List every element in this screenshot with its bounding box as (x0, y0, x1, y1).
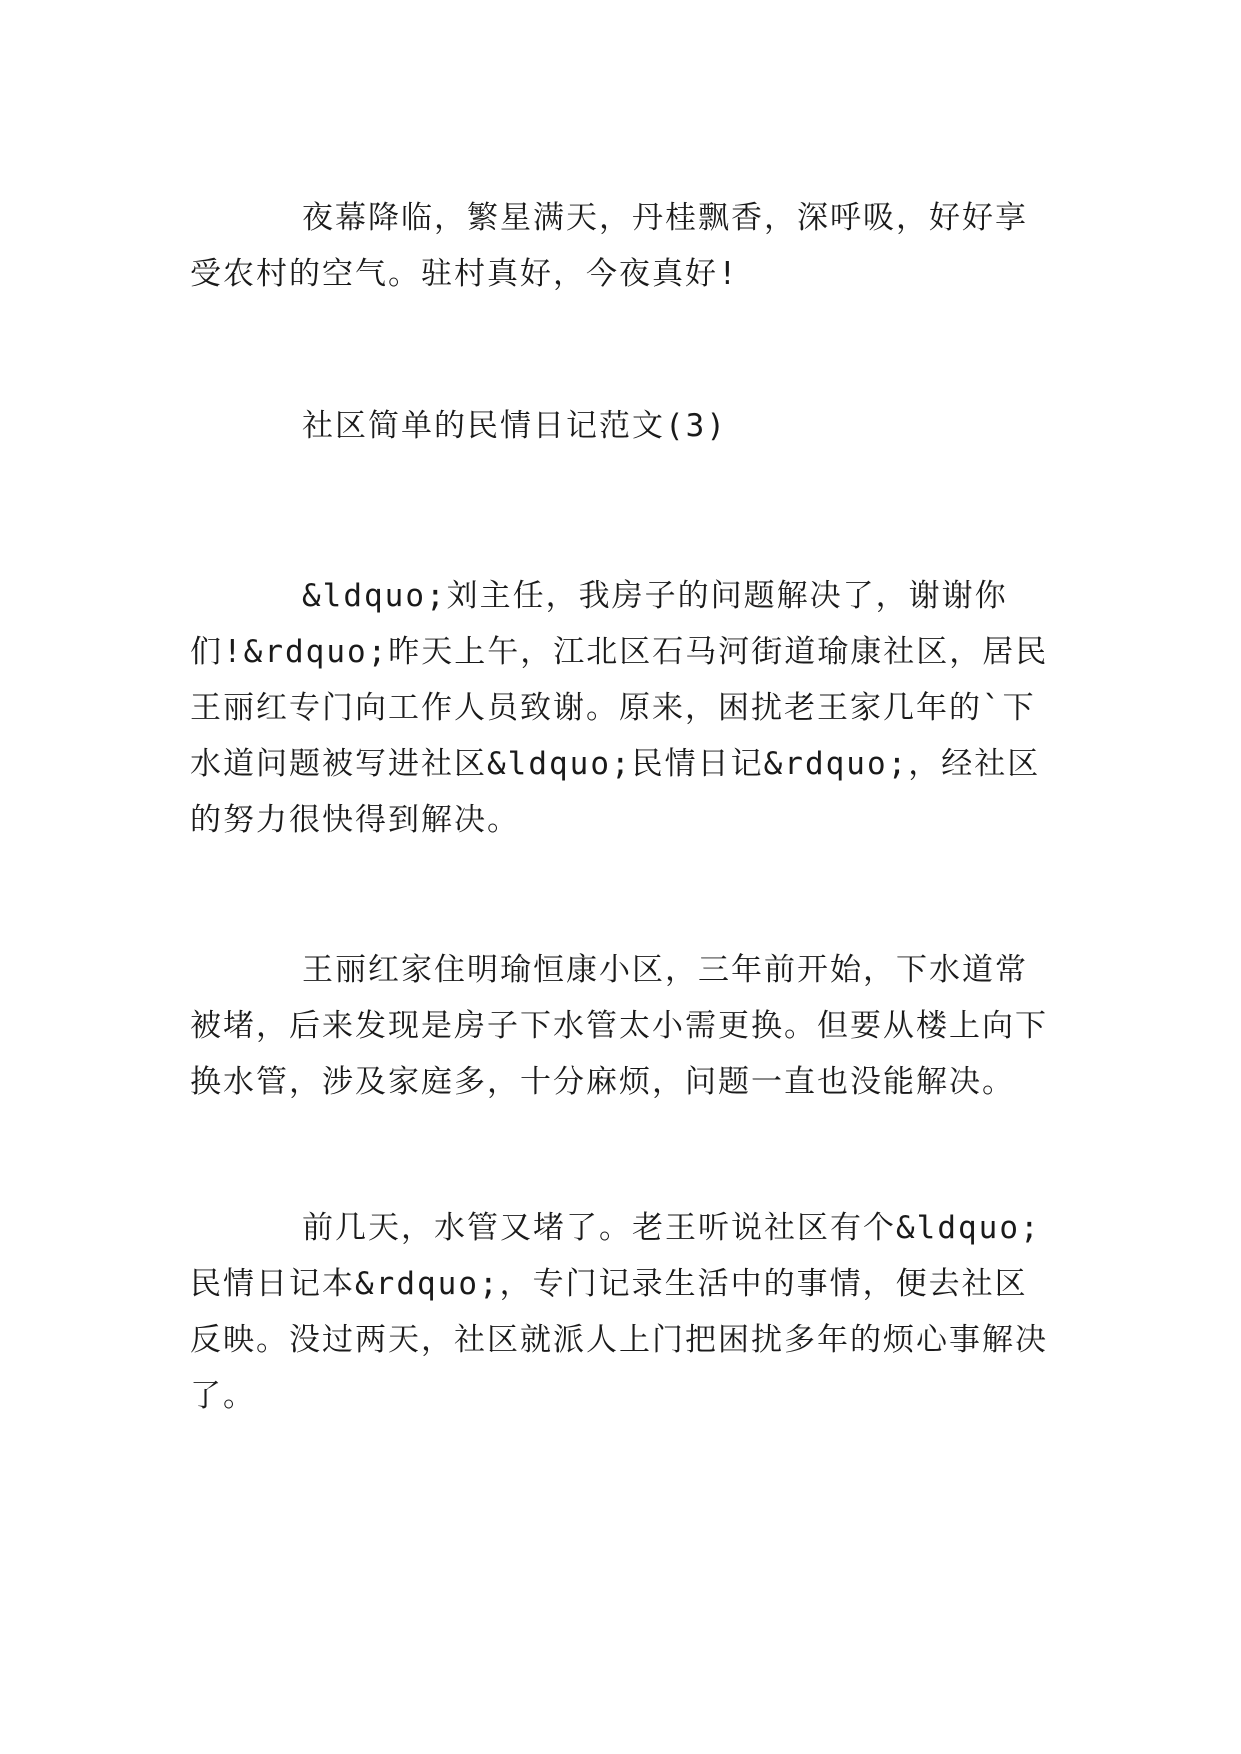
paragraph-1: 夜幕降临，繁星满天，丹桂飘香，深呼吸，好好享受农村的空气。驻村真好，今夜真好! (190, 200, 1028, 292)
paragraph-3: 王丽红家住明瑜恒康小区，三年前开始，下水道常被堵，后来发现是房子下水管太小需更换。但要从楼上向下换水管，涉及家庭多，十分麻烦，问题一直也没能解决。 (190, 952, 1048, 1100)
section-heading: 社区简单的民情日记范文(3) (302, 408, 727, 444)
paragraph-4: 前几天，水管又堵了。老王听说社区有个&ldquo;民情日记本&rdquo;，专门记录生活中的事情，便去社区反映。没过两天，社区就派人上门把困扰多年的烦心事解决了。 (190, 1210, 1048, 1414)
paragraph-2: &ldquo;刘主任，我房子的问题解决了，谢谢你们!&rdquo;昨天上午，江北区石马河街道瑜康社区，居民王丽红专门向工作人员致谢。原来，困扰老王家几年的`下水道问题被写进社区&ldquo;民情日记&rdquo;，经社区的努力很快得到解决。 (190, 578, 1049, 838)
